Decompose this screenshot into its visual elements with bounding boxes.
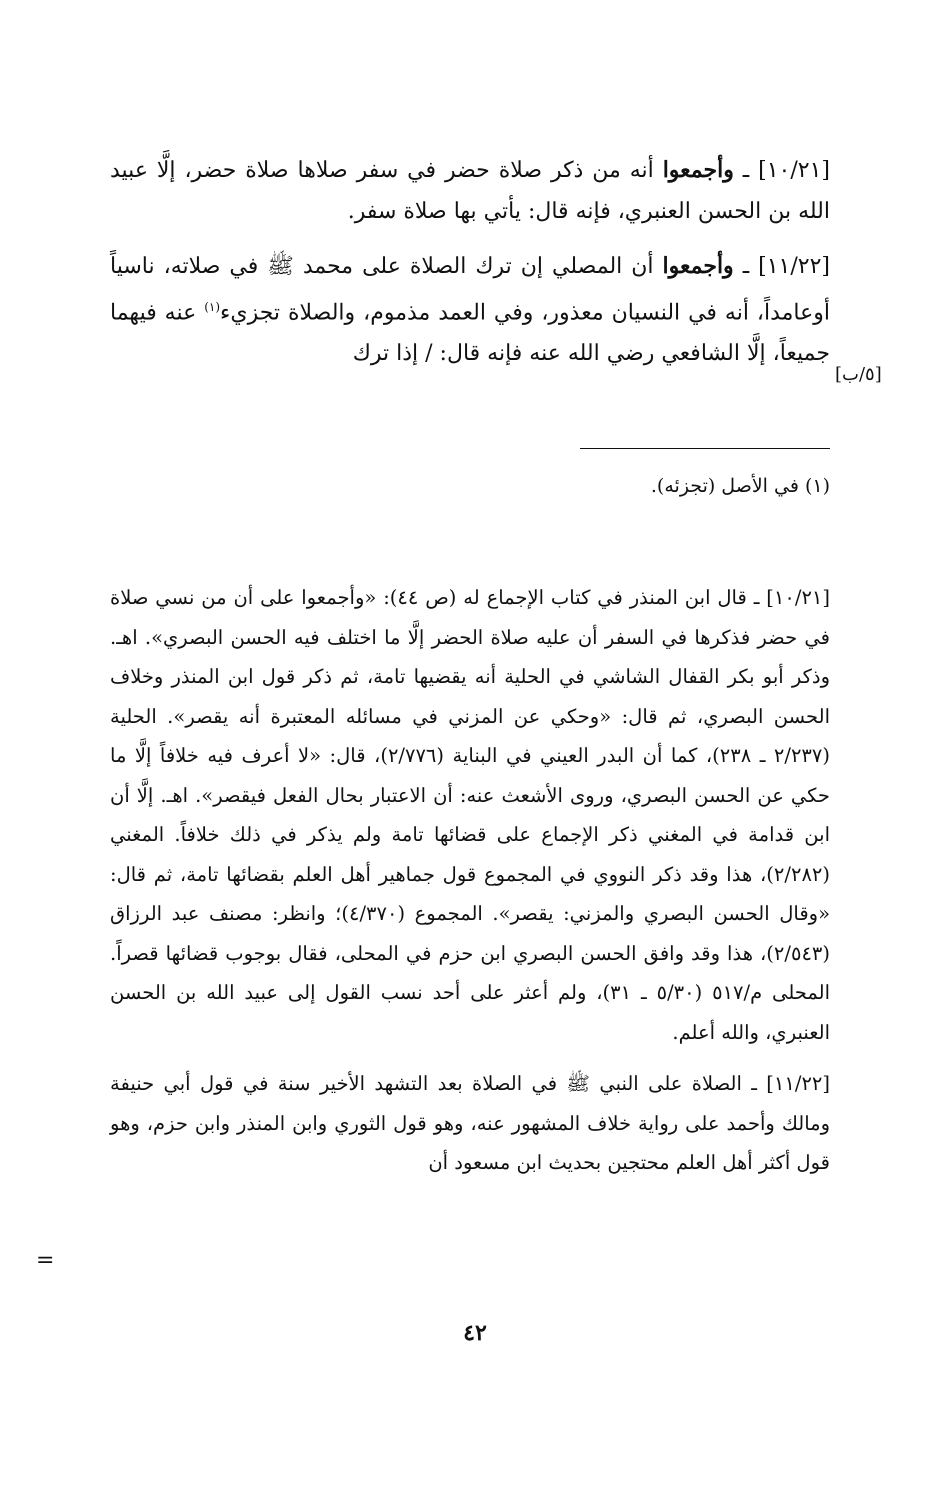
paragraph-2-text-b: عنه فيهما جميعاً، إلَّا الشافعي رضي الله عنه فإنه قال: / إذا ترك bbox=[110, 300, 830, 367]
note-2: [١١/٢٢] ـ الصلاة على النبي ﷺ في الصلاة بعد التشهد الأخير سنة في قول أبي حنيفة ومالك وأحمد على رواية خلاف المشهور عنه، وهو قول الثوري وابن المنذر وابن حزم، وهو قول أكثر أهل العلم محتجين بحديث ابن مسعود أن bbox=[110, 1072, 830, 1174]
paragraph-1-ref: [١٠/٢١] ـ bbox=[742, 158, 830, 183]
commentary bbox=[110, 578, 830, 1195]
paragraph-1-text: أنه من ذكر صلاة حضر في سفر صلاها صلاة حضر، إلَّا عبيد الله بن الحسن العنبري، فإنه قال: يأتي بها صلاة سفر. bbox=[110, 158, 830, 224]
paragraph-2-text-a: أن المصلي إن ترك الصلاة على محمد ﷺ في صلاته، ناسياً أوعامداً، أنه في النسيان معذور، وفي العمد مذموم، والصلاة تجزيء bbox=[110, 254, 830, 326]
footnote-separator bbox=[580, 448, 830, 449]
footnotes bbox=[110, 470, 830, 502]
footnote-marker: (١) bbox=[204, 300, 221, 314]
margin-folio-ref: [٥/ب] bbox=[835, 364, 882, 385]
footnote-1: (١) في الأصل (تجزئه). bbox=[650, 475, 830, 497]
page-number: ٤٢ bbox=[463, 1320, 487, 1346]
paragraph-1-keyword: وأجمعوا bbox=[662, 157, 734, 183]
note-1: [١٠/٢١] ـ قال ابن المنذر في كتاب الإجماع له (ص ٤٤): «وأجمعوا على أن من نسي صلاة في حضر فذكرها في السفر أن عليه صلاة الحضر إلَّا ما اختلف فيه الحسن البصري». اهـ. وذكر أبو بكر القفال الشاشي في الحلية أنه يقضيها تامة، ثم ذكر قول ابن المنذر وخلاف الحسن البصري، ثم قال: «وحكي عن المزني في مسائله المعتبرة أنه يقصر». الحلية (٢/٢٣٧ ـ ٢٣٨)، كما أن البدر العيني في البناية (٢/٧٧٦)، قال: «لا أعرف فيه خلافاً إلَّا ما حكي عن الحسن البصري، وروى الأشعث عنه: أن الاعتبار بحال الفعل فيقصر». اهـ. إلَّا أن ابن قدامة في المغني ذكر الإجماع على قضائها تامة ولم يذكر في ذلك خلافاً. المغني (٢/٢٨٢)، هذا وقد ذكر النووي في المجموع قول جماهير أهل العلم بقضائها تامة، ثم قال: «وقال الحسن البصري والمزني: يقصر». المجموع (٤/٣٧٠)؛ وانظر: مصنف عبد الرزاق (٢/٥٤٣)، هذا وقد وافق الحسن البصري ابن حزم في المحلى، فقال بوجوب قضائها قصراً. المحلى م/٥١٧ (٥/٣٠ ـ ٣١)، ولم أعثر على أحد نسب القول إلى عبيد الله بن الحسن العنبري، والله أعلم. bbox=[110, 586, 830, 1044]
continuation-mark: = bbox=[36, 1248, 55, 1273]
main-text bbox=[110, 150, 830, 388]
paragraph-2-keyword: وأجمعوا bbox=[662, 253, 734, 279]
paragraph-2-ref: [١١/٢٢] ـ bbox=[742, 254, 830, 279]
paragraph-2 bbox=[110, 246, 830, 374]
paragraph-1 bbox=[110, 150, 830, 232]
